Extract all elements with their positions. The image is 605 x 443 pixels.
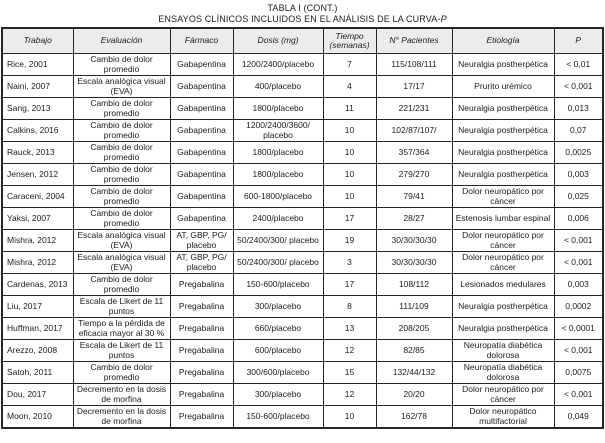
table-cell: 600-1800/placebo xyxy=(233,186,323,208)
table-cell: 1800/placebo xyxy=(233,98,323,120)
table-cell: 0,07 xyxy=(554,120,603,142)
table-cell: 0,0002 xyxy=(554,296,603,318)
table-row xyxy=(2,54,603,76)
table-cell: Neuralgia postherpética xyxy=(452,54,554,76)
table-cell: Cambio de dolor promedio xyxy=(73,98,170,120)
table-title xyxy=(0,0,605,25)
clinical-trials-table xyxy=(1,27,604,429)
table-cell: 7 xyxy=(323,54,376,76)
table-row xyxy=(2,274,603,296)
table-cell: Dolor neuropático multifactorial xyxy=(452,406,554,429)
table-cell: < 0,01 xyxy=(554,54,603,76)
table-cell: Gabapentina xyxy=(170,98,233,120)
table-body xyxy=(2,54,603,429)
table-cell: 0,025 xyxy=(554,186,603,208)
table-cell: Arezzo, 2008 xyxy=(2,340,73,362)
table-cell: 13 xyxy=(323,318,376,340)
table-cell: Cambio de dolor promedio xyxy=(73,208,170,230)
table-cell: 1800/placebo xyxy=(233,164,323,186)
table-cell: Pregabalina xyxy=(170,406,233,429)
table-cell: < 0,001 xyxy=(554,252,603,274)
table-cell: Decremento en la dosis de morfina xyxy=(73,406,170,429)
table-cell: Neuralgia postherpética xyxy=(452,98,554,120)
table-cell: Pregabalina xyxy=(170,296,233,318)
column-header: Dosis (mg) xyxy=(233,28,323,54)
table-cell: 400/placebo xyxy=(233,76,323,98)
table-cell: Neuralgia postherpética xyxy=(452,120,554,142)
table-cell: 10 xyxy=(323,142,376,164)
column-header: P xyxy=(554,28,603,54)
table-row xyxy=(2,98,603,120)
table-cell: Decremento en la dosis de morfina xyxy=(73,384,170,406)
table-cell: Dolor neuropático por cáncer xyxy=(452,384,554,406)
table-cell: Mishra, 2012 xyxy=(2,252,73,274)
table-row xyxy=(2,406,603,429)
table-title-line1: TABLA I (CONT.) xyxy=(267,3,338,13)
table-cell: 150-600/placebo xyxy=(233,274,323,296)
column-header: Trabajo xyxy=(2,28,73,54)
table-title-line2-text: ENSAYOS CLÍNICOS INCLUIDOS EN EL ANÁLISIS DE LA CURVA- xyxy=(158,14,441,24)
table-cell: AT, GBP, PG/ placebo xyxy=(170,252,233,274)
table-cell: Cardenas, 2013 xyxy=(2,274,73,296)
table-cell: 279/270 xyxy=(376,164,452,186)
table-cell: Dou, 2017 xyxy=(2,384,73,406)
table-cell: Pregabalina xyxy=(170,362,233,384)
table-cell: Lesionados medulares xyxy=(452,274,554,296)
table-cell: 108/112 xyxy=(376,274,452,296)
table-cell: 300/placebo xyxy=(233,296,323,318)
table-cell: < 0,0001 xyxy=(554,318,603,340)
table-cell: Pregabalina xyxy=(170,340,233,362)
table-cell: 600/placebo xyxy=(233,340,323,362)
table-cell: 30/30/30/30 xyxy=(376,252,452,274)
table-cell: Escala analógica visual (EVA) xyxy=(73,230,170,252)
table-cell: Rice, 2001 xyxy=(2,54,73,76)
table-cell: Gabapentina xyxy=(170,120,233,142)
table-cell: 15 xyxy=(323,362,376,384)
table-cell: Satoh, 2011 xyxy=(2,362,73,384)
table-cell: Cambio de dolor promedio xyxy=(73,54,170,76)
table-cell: 10 xyxy=(323,120,376,142)
header-row xyxy=(2,28,603,54)
table-cell: Tiempo a la pérdida de eficacia mayor al 30 % xyxy=(73,318,170,340)
table-cell: 12 xyxy=(323,340,376,362)
table-cell: 150-600/placebo xyxy=(233,406,323,429)
table-cell: 0,0075 xyxy=(554,362,603,384)
table-cell: 82/85 xyxy=(376,340,452,362)
table-cell: 115/108/111 xyxy=(376,54,452,76)
table-cell: 20/20 xyxy=(376,384,452,406)
table-cell: Estenosis lumbar espinal xyxy=(452,208,554,230)
table-cell: Gabapentina xyxy=(170,142,233,164)
table-cell: 1200/2400/3600/ placebo xyxy=(233,120,323,142)
table-cell: Cambio de dolor promedio xyxy=(73,120,170,142)
table-cell: Escala de Likert de 11 puntos xyxy=(73,340,170,362)
table-cell: 132/44/132 xyxy=(376,362,452,384)
table-cell: 0,013 xyxy=(554,98,603,120)
table-cell: Gabapentina xyxy=(170,186,233,208)
column-header: Fármaco xyxy=(170,28,233,54)
table-cell: 0,0025 xyxy=(554,142,603,164)
table-cell: Escala analógica visual (EVA) xyxy=(73,252,170,274)
table-row xyxy=(2,76,603,98)
table-cell: Pregabalina xyxy=(170,318,233,340)
table-row xyxy=(2,208,603,230)
table-cell: Liu, 2017 xyxy=(2,296,73,318)
table-row xyxy=(2,296,603,318)
table-cell: 17 xyxy=(323,208,376,230)
table-title-line2-italic-p: P xyxy=(440,14,447,24)
table-cell: Escala de Likert de 11 puntos xyxy=(73,296,170,318)
table-row xyxy=(2,384,603,406)
table-cell: Pregabalina xyxy=(170,384,233,406)
table-cell: 28/27 xyxy=(376,208,452,230)
table-cell: Naini, 2007 xyxy=(2,76,73,98)
column-header: Tiempo (semanas) xyxy=(323,28,376,54)
column-header: Etiología xyxy=(452,28,554,54)
table-row xyxy=(2,340,603,362)
table-cell: 660/placebo xyxy=(233,318,323,340)
table-cell: 8 xyxy=(323,296,376,318)
table-cell: 11 xyxy=(323,98,376,120)
table-cell: Cambio de dolor promedio xyxy=(73,142,170,164)
table-cell: 0,003 xyxy=(554,164,603,186)
table-cell: 1800/placebo xyxy=(233,142,323,164)
table-cell: Neuralgia postherpética xyxy=(452,318,554,340)
table-row xyxy=(2,230,603,252)
table-cell: 10 xyxy=(323,406,376,429)
table-cell: Neuralgia postherpética xyxy=(452,296,554,318)
table-cell: < 0,001 xyxy=(554,76,603,98)
table-cell: Moon, 2010 xyxy=(2,406,73,429)
table-cell: Sang, 2013 xyxy=(2,98,73,120)
table-cell: Caraceni, 2004 xyxy=(2,186,73,208)
table-cell: 3 xyxy=(323,252,376,274)
table-cell: Gabapentina xyxy=(170,208,233,230)
table-cell: 50/2400/300/ placebo xyxy=(233,230,323,252)
table-cell: Neuropatía diabética dolorosa xyxy=(452,362,554,384)
table-cell: 12 xyxy=(323,384,376,406)
column-header: N° Pacientes xyxy=(376,28,452,54)
table-cell: 0,049 xyxy=(554,406,603,429)
table-title-line2 xyxy=(0,14,605,25)
table-cell: AT, GBP, PG/ placebo xyxy=(170,230,233,252)
table-cell: Prurito urémico xyxy=(452,76,554,98)
table-cell: 4 xyxy=(323,76,376,98)
table-cell: 19 xyxy=(323,230,376,252)
table-cell: 2400/placebo xyxy=(233,208,323,230)
table-cell: Gabapentina xyxy=(170,164,233,186)
table-cell: Mishra, 2012 xyxy=(2,230,73,252)
table-row xyxy=(2,318,603,340)
table-cell: Cambio de dolor promedio xyxy=(73,274,170,296)
table-cell: 221/231 xyxy=(376,98,452,120)
table-cell: Neuralgia postherpética xyxy=(452,142,554,164)
table-cell: 357/364 xyxy=(376,142,452,164)
table-cell: < 0,001 xyxy=(554,340,603,362)
table-cell: Cambio de dolor promedio xyxy=(73,186,170,208)
table-cell: 0,006 xyxy=(554,208,603,230)
table-cell: Jensen, 2012 xyxy=(2,164,73,186)
table-cell: 30/30/30/30 xyxy=(376,230,452,252)
table-cell: Gabapentina xyxy=(170,54,233,76)
table-cell: 162/78 xyxy=(376,406,452,429)
table-cell: 208/205 xyxy=(376,318,452,340)
table-cell: Escala analógica visual (EVA) xyxy=(73,76,170,98)
table-row xyxy=(2,186,603,208)
table-cell: 111/109 xyxy=(376,296,452,318)
table-row xyxy=(2,142,603,164)
table-cell: Gabapentina xyxy=(170,76,233,98)
table-cell: 17/17 xyxy=(376,76,452,98)
table-cell: Neuralgia postherpética xyxy=(452,164,554,186)
table-row xyxy=(2,164,603,186)
table-cell: Calkins, 2016 xyxy=(2,120,73,142)
table-row xyxy=(2,362,603,384)
table-cell: Dolor neuropático por cáncer xyxy=(452,252,554,274)
table-cell: < 0,001 xyxy=(554,230,603,252)
table-cell: < 0,001 xyxy=(554,384,603,406)
column-header: Evaluación xyxy=(73,28,170,54)
table-cell: Rauck, 2013 xyxy=(2,142,73,164)
table-cell: Yaksi, 2007 xyxy=(2,208,73,230)
table-cell: Cambio de dolor promedio xyxy=(73,362,170,384)
table-cell: Pregabalina xyxy=(170,274,233,296)
table-cell: 50/2400/300/ placebo xyxy=(233,252,323,274)
table-row xyxy=(2,120,603,142)
table-cell: Neuropatía diabética dolorosa xyxy=(452,340,554,362)
table-cell: 0,003 xyxy=(554,274,603,296)
table-cell: 1200/2400/placebo xyxy=(233,54,323,76)
table-cell: 17 xyxy=(323,274,376,296)
table-cell: 300/600/placebo xyxy=(233,362,323,384)
table-row xyxy=(2,252,603,274)
table-cell: Dolor neuropático por cáncer xyxy=(452,230,554,252)
table-cell: 300/placebo xyxy=(233,384,323,406)
table-cell: Huffman, 2017 xyxy=(2,318,73,340)
table-cell: 10 xyxy=(323,186,376,208)
table-cell: 10 xyxy=(323,164,376,186)
table-cell: 102/87/107/ xyxy=(376,120,452,142)
table-cell: Cambio de dolor promedio xyxy=(73,164,170,186)
table-cell: Dolor neuropático por cáncer xyxy=(452,186,554,208)
table-cell: 79/41 xyxy=(376,186,452,208)
